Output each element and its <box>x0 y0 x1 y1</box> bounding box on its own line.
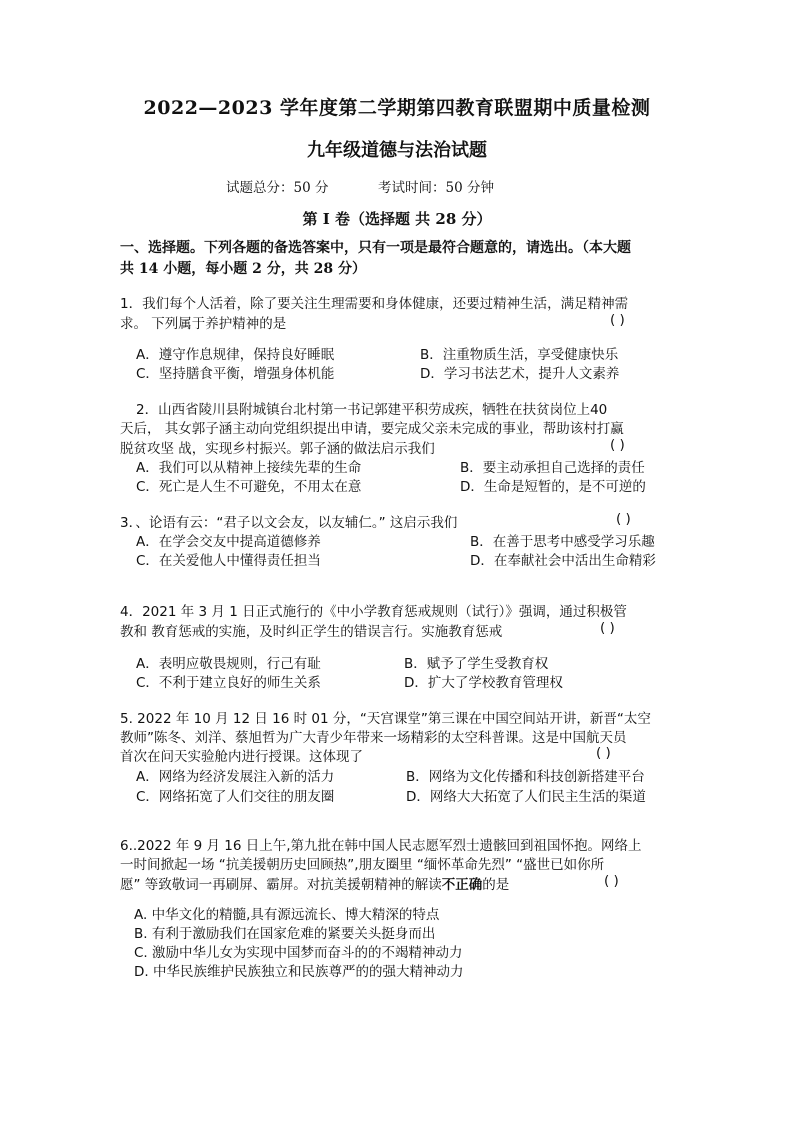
q2-stem-line-2: 天后， 其女郭子涵主动向党组织提出申请，要完成父亲未完成的事业，帮助该村打赢 <box>120 421 624 437</box>
exam-subtitle: 九年级道德与法治试题 <box>307 140 487 161</box>
q3-option-a: A．在学会交友中提高道德修养 <box>136 534 321 550</box>
q6-option-a: A. 中华文化的精髓,具有源远流长、博大精深的特点 <box>134 907 440 923</box>
q6-stem-tail: 的是 <box>482 877 510 893</box>
q3-option-b: B．在善于思考中感受学习乐趣 <box>470 534 655 550</box>
q4-stem-line-1: 4．2021 年 3 月 1 日正式施行的《中小学教育惩戒规则（试行）》强调，通过积极管 <box>120 604 627 620</box>
q3-stem-line-1: 3．、论语有云：“君子以文会友，以友辅仁。” 这启示我们 <box>120 515 458 531</box>
q1-option-b: B．注重物质生活，享受健康快乐 <box>420 347 619 363</box>
q2-option-a: A．我们可以从精神上接续先辈的生命 <box>136 460 362 476</box>
q2-stem-line-3: 脱贫攻坚 战，实现乡村振兴。郭子涵的做法启示我们 <box>120 441 435 457</box>
q2-answer-blank: ( ) <box>610 437 625 453</box>
q2-option-d: D．生命是短暂的，是不可逆的 <box>460 479 646 495</box>
q2-option-c: C．死亡是人生不可避免，不用太在意 <box>136 479 362 495</box>
q1-stem-line-2: 求。 下列属于养护精神的是 <box>120 316 287 332</box>
q6-stem-line-3-text: 愿” 等致敬词一再刷屏、霸屏。对抗美援朝精神的解读 <box>120 877 442 893</box>
exam-time: 考试时间：50 分钟 <box>378 180 494 196</box>
q6-option-b: B. 有利于激励我们在国家危难的紧要关头挺身而出 <box>134 926 436 942</box>
q2-stem-line-1: 2．山西省陵川县附城镇台北村第一书记郭建平积劳成疾，牺牲在扶贫岗位上40 <box>136 402 608 418</box>
instructions-line-2: 共 14 小题，每小题 2 分，共 28 分） <box>120 261 366 277</box>
q6-stem-line-3 <box>120 873 509 893</box>
q3-option-d: D．在奉献社会中活出生命精彩 <box>470 553 656 569</box>
q2-option-b: B．要主动承担自己选择的责任 <box>460 460 645 476</box>
q4-option-d: D．扩大了学校教育管理权 <box>404 675 563 691</box>
q3-option-c: C．在关爱他人中懂得责任担当 <box>136 553 321 569</box>
q1-answer-blank: ( ) <box>610 312 625 328</box>
q1-option-d: D．学习书法艺术，提升人文素养 <box>420 366 620 382</box>
q5-option-d: D．网络大大拓宽了人们民主生活的渠道 <box>406 789 646 805</box>
q1-stem-line-1: 1．我们每个人活着，除了要关注生理需要和身体健康，还要过精神生活，满足精神需 <box>120 296 629 312</box>
exam-title: 2022—2023 学年度第二学期第四教育联盟期中质量检测 <box>143 97 651 119</box>
q6-answer-blank: ( ) <box>604 873 619 889</box>
q3-answer-blank: ( ) <box>616 511 631 527</box>
q4-stem-line-2: 教和 教育惩戒的实施，及时纠正学生的错误言行。实施教育惩戒 <box>120 624 503 640</box>
section-heading: 第 I 卷（选择题 共 28 分） <box>302 210 492 228</box>
q4-option-b: B．赋予了学生受教育权 <box>404 656 549 672</box>
q6-option-c: C. 激励中华儿女为实现中国梦而奋斗的的不竭精神动力 <box>134 945 463 961</box>
q1-option-a: A．遵守作息规律，保持良好睡眠 <box>136 347 335 363</box>
q5-option-c: C．网络拓宽了人们交往的朋友圈 <box>136 789 335 805</box>
q5-answer-blank: ( ) <box>596 745 611 761</box>
q5-stem-line-3: 首次在问天实验舱内进行授课。这体现了 <box>120 749 363 765</box>
q4-option-a: A．表明应敬畏规则，行己有耻 <box>136 656 321 672</box>
instructions-line-1: 一、选择题。下列各题的备选答案中，只有一项是最符合题意的，请选出。（本大题 <box>120 240 631 256</box>
total-score: 试题总分：50 分 <box>226 180 329 196</box>
q5-option-a: A．网络为经济发展注入新的活力 <box>136 769 335 785</box>
q4-answer-blank: ( ) <box>600 620 615 636</box>
q5-stem-line-2: 教师”陈冬、刘洋、蔡旭哲为广大青少年带来一场精彩的太空科普课。这是中国航天员 <box>120 730 627 746</box>
q4-option-c: C．不利于建立良好的师生关系 <box>136 675 321 691</box>
q1-option-c: C．坚持膳食平衡，增强身体机能 <box>136 366 335 382</box>
q5-stem-line-1: 5. 2022 年 10 月 12 日 16 时 01 分，“天宫课堂”第三课在中国空间站开讲，新晋“太空 <box>120 711 651 727</box>
q6-stem-emphasis: 不正确 <box>441 877 483 893</box>
q6-stem-line-2: 一时间掀起一场 “抗美援朝历史回顾热”,朋友圈里 “缅怀革命先烈” “盛世已如你所 <box>120 857 605 873</box>
q6-stem-line-1: 6..2022 年 9 月 16 日上午,第九批在韩中国人民志愿军烈士遗骸回到祖国怀抱。网络上 <box>120 838 642 854</box>
q5-option-b: B．网络为文化传播和科技创新搭建平台 <box>406 769 645 785</box>
q6-option-d: D. 中华民族维护民族独立和民族尊严的的强大精神动力 <box>134 964 464 980</box>
